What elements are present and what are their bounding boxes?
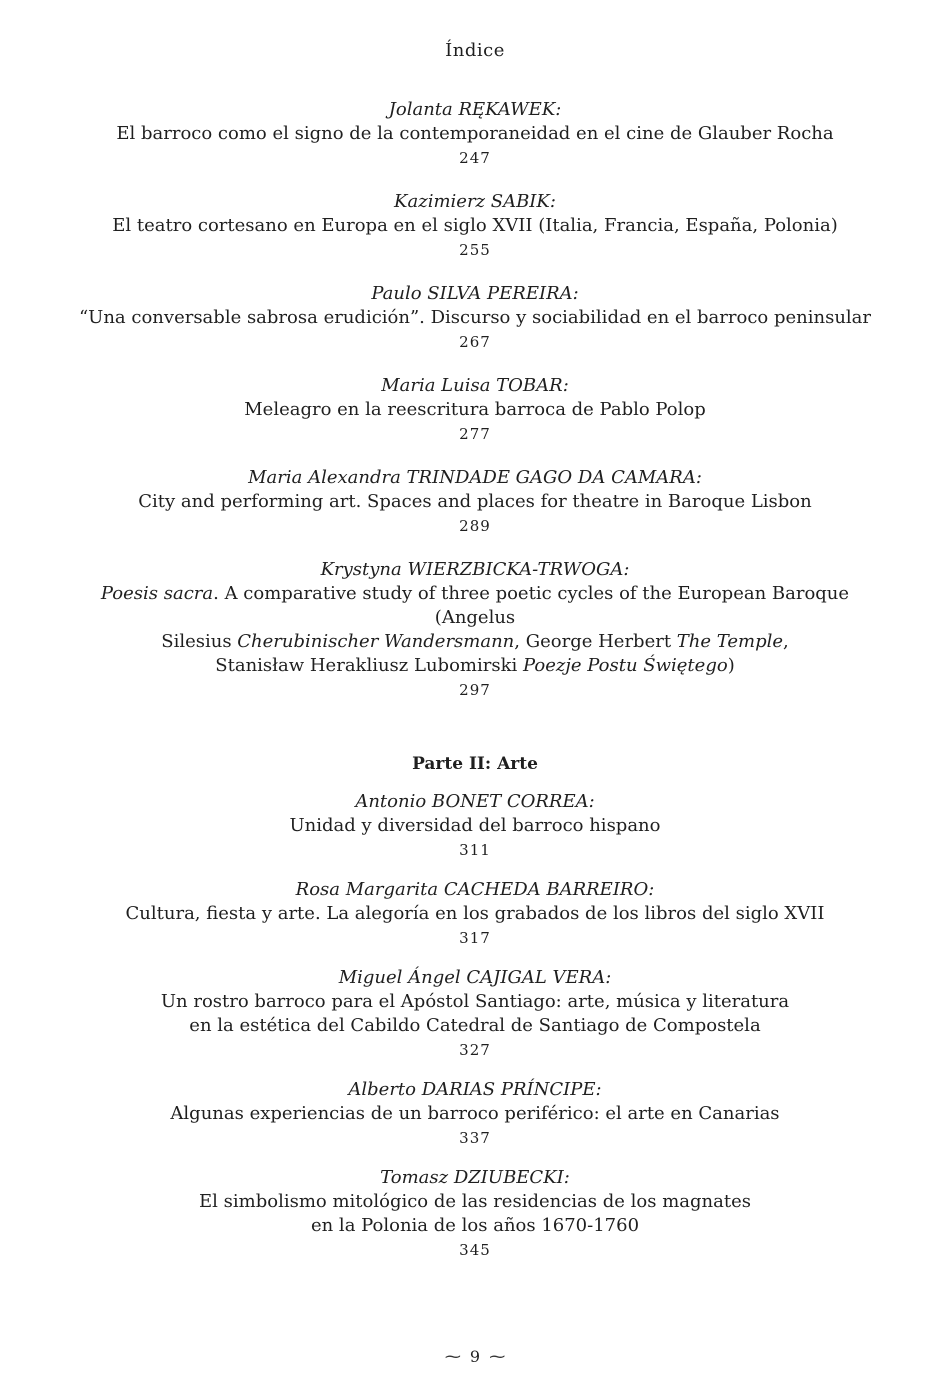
entry-page-number: 337 xyxy=(459,1129,491,1147)
title-segment: The Temple xyxy=(676,631,784,652)
entry-title-line xyxy=(60,122,890,146)
folio-right-ornament: ⁓ xyxy=(489,1347,506,1366)
title-segment: , xyxy=(783,631,789,652)
entry-title-line xyxy=(60,214,890,238)
entry-page-number: 247 xyxy=(459,149,491,167)
entry-author: Jolanta RĘKAWEK: xyxy=(388,99,562,120)
entry-page-number: 297 xyxy=(459,681,491,699)
title-segment: Poezje Postu Świętego xyxy=(522,655,728,676)
entry-title-line xyxy=(60,902,890,926)
folio-left-ornament: ⁓ xyxy=(444,1347,461,1366)
entry-page-number: 317 xyxy=(459,929,491,947)
entry-title-line xyxy=(60,654,890,678)
title-segment: Un rostro barroco para el Apóstol Santiago: arte, música y literatura xyxy=(160,991,790,1012)
title-segment: El teatro cortesano en Europa en el siglo XVII (Italia, Francia, España, Polonia) xyxy=(112,215,838,236)
title-segment: . A comparative study of three poetic cycles of the European Baroque (Angelus xyxy=(213,583,850,628)
title-segment: ) xyxy=(727,655,735,676)
entry-author: Kazimierz SABIK: xyxy=(394,191,556,212)
entry-title-line xyxy=(60,814,890,838)
title-segment: City and performing art. Spaces and places for theatre in Baroque Lisbon xyxy=(138,491,812,512)
part-i-entries xyxy=(60,98,890,702)
entry-title-line xyxy=(60,990,890,1014)
toc-entry xyxy=(60,1166,890,1262)
toc-entry xyxy=(60,558,890,702)
entry-author: Paulo SILVA PEREIRA: xyxy=(371,283,579,304)
entry-author: Krystyna WIERZBICKA-TRWOGA: xyxy=(320,559,630,580)
entry-page-number: 311 xyxy=(459,841,491,859)
part-ii-entries xyxy=(60,790,890,1262)
entry-page-number: 345 xyxy=(459,1241,491,1259)
entry-author: Miguel Ángel CAJIGAL VERA: xyxy=(338,967,612,988)
entry-page-number: 277 xyxy=(459,425,491,443)
title-segment: Unidad y diversidad del barroco hispano xyxy=(289,815,661,836)
entry-title-line xyxy=(60,490,890,514)
entry-title-line xyxy=(60,398,890,422)
entry-author: Maria Alexandra TRINDADE GAGO DA CAMARA: xyxy=(248,467,702,488)
toc-entry xyxy=(60,190,890,262)
title-segment: Stanisław Herakliusz Lubomirski xyxy=(215,655,523,676)
title-segment: en la Polonia de los años 1670-1760 xyxy=(310,1215,640,1236)
running-head: Índice xyxy=(445,40,505,61)
entry-title-line xyxy=(60,630,890,654)
entry-page-number: 267 xyxy=(459,333,491,351)
entry-title-line xyxy=(60,306,890,330)
toc-entry xyxy=(60,790,890,862)
title-segment: “Una conversable sabrosa erudición”. Discurso y sociabilidad en el barroco peninsular xyxy=(78,307,872,328)
title-segment: , George Herbert xyxy=(514,631,677,652)
toc-entry xyxy=(60,966,890,1062)
title-segment: Poesis sacra xyxy=(100,583,214,604)
title-segment: Meleagro en la reescritura barroca de Pablo Polop xyxy=(244,399,706,420)
title-segment: El simbolismo mitológico de las residencias de los magnates xyxy=(199,1191,751,1212)
toc-entry xyxy=(60,98,890,170)
entry-author: Alberto DARIAS PRÍNCIPE: xyxy=(348,1079,602,1100)
entry-title-line xyxy=(60,1014,890,1038)
entry-page-number: 327 xyxy=(459,1041,491,1059)
entry-title-line xyxy=(60,1102,890,1126)
title-segment: Cherubinischer Wandersmann xyxy=(237,631,515,652)
title-segment: Silesius xyxy=(161,631,238,652)
toc-entry xyxy=(60,374,890,446)
entry-author: Antonio BONET CORREA: xyxy=(355,791,595,812)
title-segment: Cultura, fiesta y arte. La alegoría en los grabados de los libros del siglo XVII xyxy=(125,903,825,924)
folio-number: 9 xyxy=(469,1347,481,1366)
toc-entry xyxy=(60,282,890,354)
toc-entry xyxy=(60,878,890,950)
entry-author: Tomasz DZIUBECKI: xyxy=(380,1167,570,1188)
entry-page-number: 289 xyxy=(459,517,491,535)
table-of-contents xyxy=(60,98,890,1278)
entry-title-line xyxy=(60,1214,890,1238)
entry-author: Rosa Margarita CACHEDA BARREIRO: xyxy=(295,879,655,900)
entry-title-line xyxy=(60,582,890,630)
part-heading: Parte II: Arte xyxy=(412,754,538,774)
entry-author: Maria Luisa TOBAR: xyxy=(381,375,569,396)
title-segment: en la estética del Cabildo Catedral de Santiago de Compostela xyxy=(189,1015,761,1036)
toc-entry xyxy=(60,466,890,538)
toc-entry xyxy=(60,1078,890,1150)
entry-title-line xyxy=(60,1190,890,1214)
title-segment: El barroco como el signo de la contemporaneidad en el cine de Glauber Rocha xyxy=(116,123,834,144)
title-segment: Algunas experiencias de un barroco periférico: el arte en Canarias xyxy=(170,1103,780,1124)
page-folio xyxy=(0,1347,950,1366)
entry-page-number: 255 xyxy=(459,241,491,259)
